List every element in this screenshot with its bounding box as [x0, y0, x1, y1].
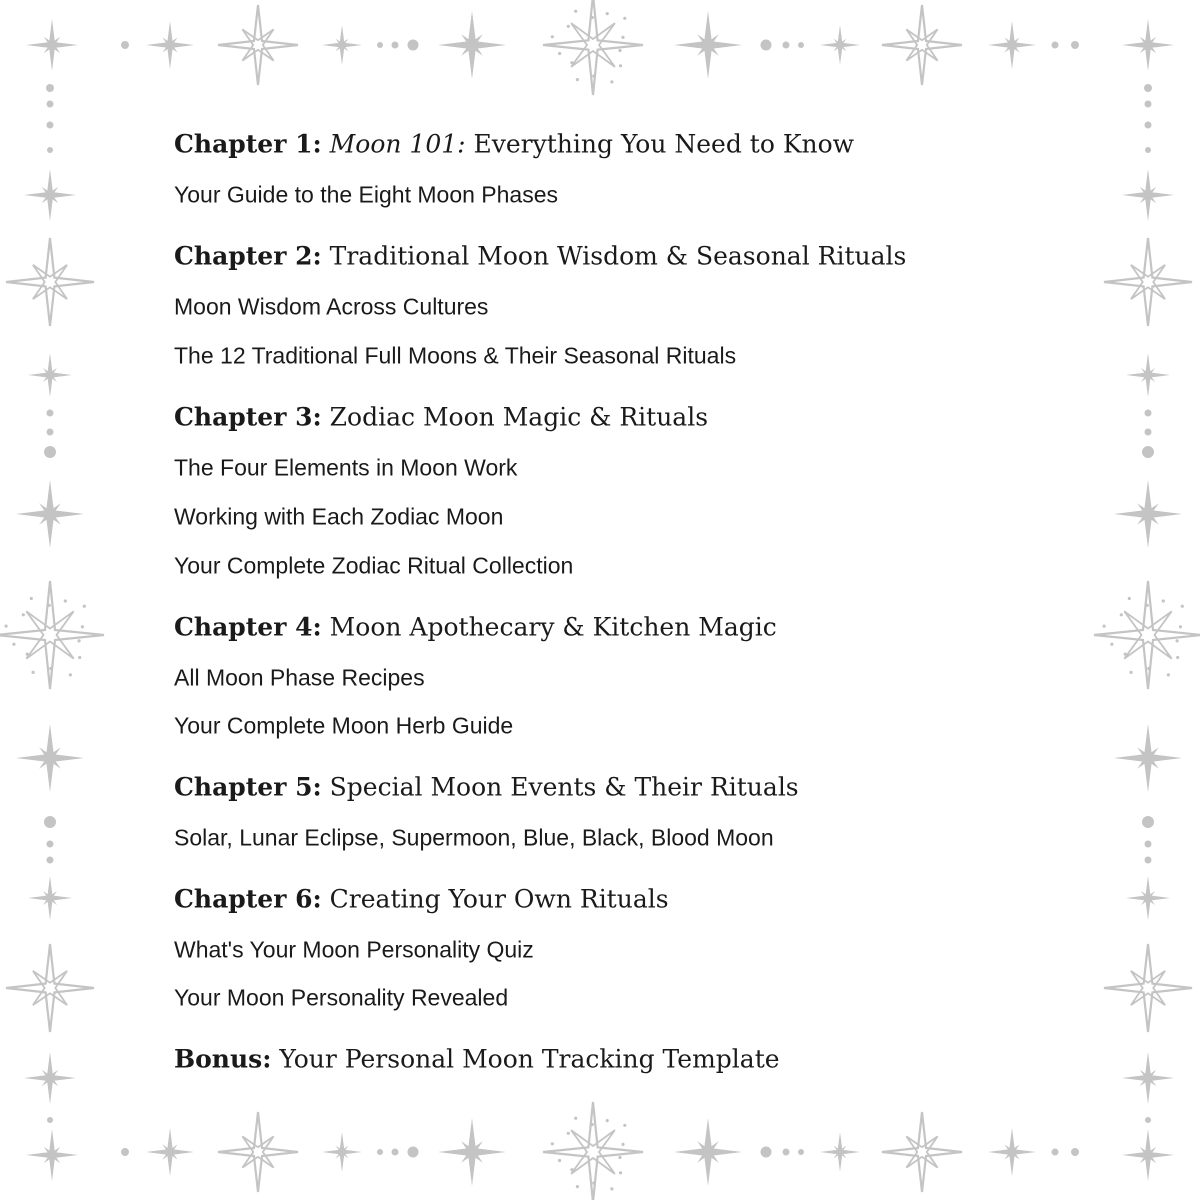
eight-point-star-icon	[882, 5, 962, 85]
chapter-3-section-1: The Four Elements in Moon Work	[174, 454, 518, 481]
bonus-label: Bonus:	[174, 1044, 272, 1074]
dot-icon	[783, 42, 790, 49]
dot-icon	[783, 1149, 790, 1156]
four-point-star-icon	[146, 21, 194, 69]
four-point-star-icon	[674, 11, 742, 79]
dot-icon	[798, 1149, 804, 1155]
chapter-1-title-emphasis: Moon 101:	[329, 129, 466, 159]
eight-point-star-icon	[6, 238, 94, 326]
chapter-6-title: Creating Your Own Rituals	[329, 884, 669, 914]
dot-icon	[1145, 122, 1152, 129]
dot-icon	[1145, 147, 1151, 153]
chapter-1-title: Everything You Need to Know	[473, 129, 855, 159]
chapter-3-label: Chapter 3:	[174, 402, 322, 432]
four-point-star-icon	[820, 1132, 860, 1172]
dot-icon	[1145, 1117, 1151, 1123]
four-point-star-icon	[28, 876, 72, 920]
chapter-3-section-3: Your Complete Zodiac Ritual Collection	[174, 552, 574, 579]
chapter-2-label: Chapter 2:	[174, 241, 322, 271]
dot-icon	[377, 42, 383, 48]
four-point-star-icon	[674, 1118, 742, 1186]
sparkle-burst-icon	[543, 1102, 643, 1200]
chapter-3-title: Zodiac Moon Magic & Rituals	[329, 402, 709, 432]
chapter-5-heading	[174, 772, 799, 802]
chapter-4-title: Moon Apothecary & Kitchen Magic	[329, 612, 777, 642]
dot-icon	[47, 122, 54, 129]
dot-icon	[408, 1147, 419, 1158]
four-point-star-icon	[1114, 480, 1182, 548]
dot-icon	[1071, 1148, 1079, 1156]
dot-icon	[47, 410, 54, 417]
dot-icon	[47, 841, 54, 848]
four-point-star-icon	[1122, 1052, 1174, 1104]
dot-icon	[1145, 410, 1152, 417]
chapter-4-label: Chapter 4:	[174, 612, 322, 642]
chapter-3-heading	[174, 402, 709, 432]
chapter-6-label: Chapter 6:	[174, 884, 322, 914]
four-point-star-icon	[146, 1128, 194, 1176]
four-point-star-icon	[16, 480, 84, 548]
chapter-5-label: Chapter 5:	[174, 772, 322, 802]
eight-point-star-icon	[218, 1112, 298, 1192]
chapter-1-heading	[174, 129, 855, 159]
dot-icon	[1145, 857, 1152, 864]
sparkle-burst-icon	[0, 581, 104, 689]
eight-point-star-icon	[218, 5, 298, 85]
chapter-2-section-2: The 12 Traditional Full Moons & Their Seasonal Rituals	[174, 342, 737, 369]
dot-icon	[377, 1149, 383, 1155]
four-point-star-icon	[16, 724, 84, 792]
dot-icon	[47, 101, 54, 108]
four-point-star-icon	[988, 21, 1036, 69]
dot-icon	[1145, 429, 1152, 436]
dot-icon	[1145, 101, 1152, 108]
four-point-star-icon	[988, 1128, 1036, 1176]
dot-icon	[1071, 41, 1079, 49]
chapter-4-heading	[174, 612, 777, 642]
four-point-star-icon	[820, 25, 860, 65]
dot-icon	[47, 429, 54, 436]
four-point-star-icon	[438, 1118, 506, 1186]
dot-icon	[46, 84, 54, 92]
eight-point-star-icon	[1104, 238, 1192, 326]
four-point-star-icon	[24, 169, 76, 221]
four-point-star-icon	[322, 25, 362, 65]
dot-icon	[47, 857, 54, 864]
chapter-1-section-1: Your Guide to the Eight Moon Phases	[174, 181, 559, 208]
dot-icon	[121, 41, 129, 49]
bonus-heading	[174, 1044, 780, 1074]
dot-icon	[392, 1149, 399, 1156]
chapter-4-section-1: All Moon Phase Recipes	[174, 664, 425, 691]
dot-icon	[47, 147, 53, 153]
chapter-1-label: Chapter 1:	[174, 129, 322, 159]
eight-point-star-icon	[1104, 944, 1192, 1032]
dot-icon	[1145, 841, 1152, 848]
sparkle-burst-icon	[543, 0, 643, 95]
sparkle-burst-icon	[1094, 581, 1200, 689]
four-point-star-icon	[1126, 876, 1170, 920]
dot-icon	[1142, 446, 1154, 458]
four-point-star-icon	[1126, 353, 1170, 397]
chapter-2-heading	[174, 241, 907, 271]
chapter-5-section-1: Solar, Lunar Eclipse, Supermoon, Blue, Black, Blood Moon	[174, 824, 774, 851]
dot-icon	[761, 40, 772, 51]
four-point-star-icon	[26, 1129, 78, 1181]
dot-icon	[47, 1117, 53, 1123]
dot-icon	[1052, 1149, 1059, 1156]
chapter-2-section-1: Moon Wisdom Across Cultures	[174, 293, 489, 320]
four-point-star-icon	[26, 19, 78, 71]
four-point-star-icon	[24, 1052, 76, 1104]
chapter-3-section-2: Working with Each Zodiac Moon	[174, 503, 504, 530]
dot-icon	[798, 42, 804, 48]
dot-icon	[761, 1147, 772, 1158]
eight-point-star-icon	[882, 1112, 962, 1192]
dot-icon	[1142, 816, 1154, 828]
chapter-6-heading	[174, 884, 669, 914]
chapter-6-section-1: What's Your Moon Personality Quiz	[174, 936, 534, 963]
dot-icon	[408, 40, 419, 51]
chapter-2-title: Traditional Moon Wisdom & Seasonal Rituals	[329, 241, 907, 271]
four-point-star-icon	[322, 1132, 362, 1172]
four-point-star-icon	[1122, 169, 1174, 221]
chapter-4-section-2: Your Complete Moon Herb Guide	[174, 712, 514, 739]
chapter-5-title: Special Moon Events & Their Rituals	[329, 772, 799, 802]
chapter-6-section-2: Your Moon Personality Revealed	[174, 984, 509, 1011]
dot-icon	[121, 1148, 129, 1156]
four-point-star-icon	[1114, 724, 1182, 792]
four-point-star-icon	[438, 11, 506, 79]
dot-icon	[392, 42, 399, 49]
dot-icon	[1052, 42, 1059, 49]
dot-icon	[44, 446, 56, 458]
four-point-star-icon	[1122, 1129, 1174, 1181]
eight-point-star-icon	[6, 944, 94, 1032]
dot-icon	[44, 816, 56, 828]
dot-icon	[1144, 84, 1152, 92]
bonus-title: Your Personal Moon Tracking Template	[279, 1044, 780, 1074]
four-point-star-icon	[1122, 19, 1174, 71]
four-point-star-icon	[28, 353, 72, 397]
